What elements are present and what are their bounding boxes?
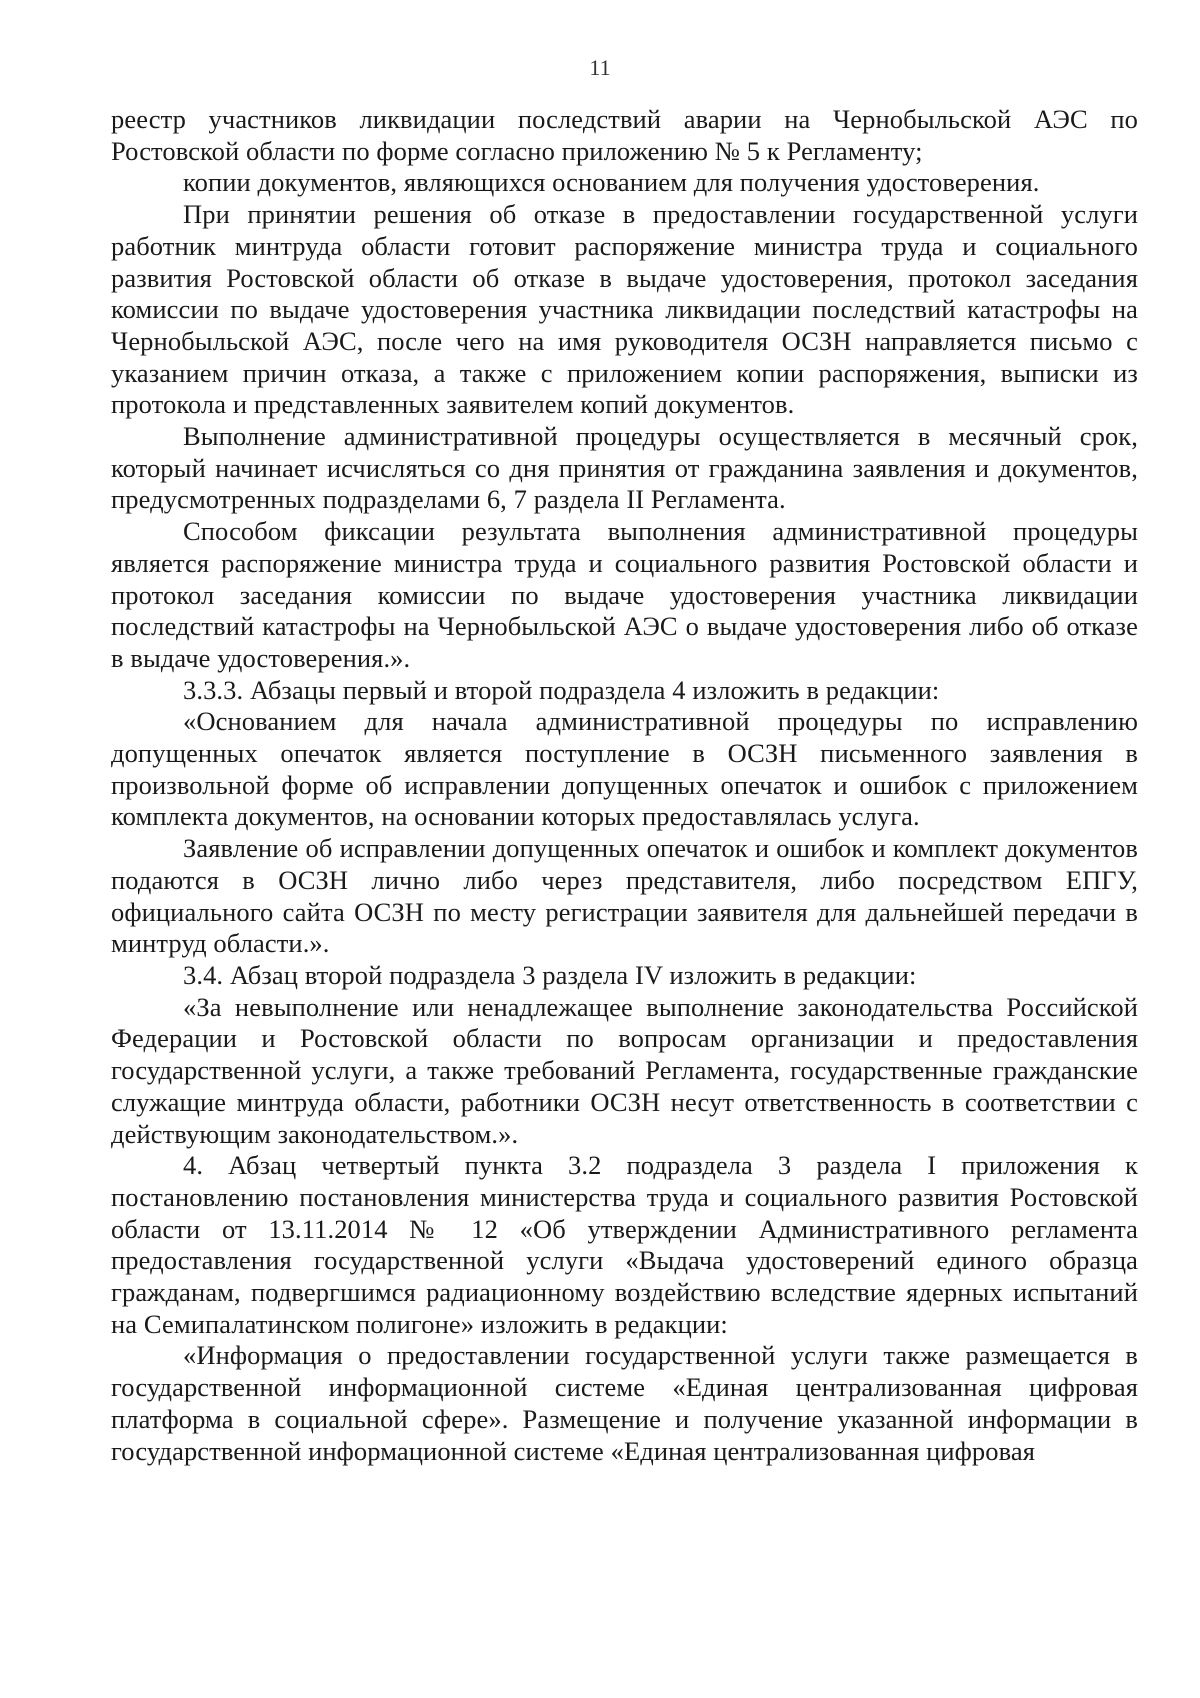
paragraph-section-3-4: 3.4. Абзац второй подраздела 3 раздела IV изложить в редакции: [183,959,917,990]
paragraph-registry-item: реестр участников ликвидации последствий аварии на Чернобыльской АЭС по Ростовской области по форме согласно приложению № 5 к Регламенту; [111,104,1138,166]
paragraph-section-4: 4. Абзац четвертый пункта 3.2 подраздела 3 раздела I приложения к постановлению постановления министерства труда и социального развития Ростовской области от 13.11.2014 № 12 «Об утверждении Административного регламента предоставления государственной услуги «Выдача удостоверений единого образца гражданам, подвергшимся радиационному воздействию вследствие ядерных испытаний на Семипалатинском полигоне» изложить в редакции: [111,1150,1138,1339]
paragraph-document-copies-item: копии документов, являющихся основанием для получения удостоверения. [183,167,1040,198]
paragraph-result-fixation: Способом фиксации результата выполнения административной процедуры является распоряжение министра труда и социального развития Ростовской области и протокол заседания комиссии по выдаче удостоверения участника ликвидации последствий катастрофы на Чернобыльской АЭС о выдаче удостоверения либо об отказе в выдаче удостоверения.». [111,516,1138,673]
paragraph-refusal-decision: При принятии решения об отказе в предоставлении государственной услуги работник минтруда области готовит распоряжение министра труда и социального развития Ростовской области об отказе в выдаче удостоверения, протокол заседания комиссии по выдаче удостоверения участника ликвидации последствий катастрофы на Чернобыльской АЭС, после чего на имя руководителя ОСЗН направляется письмо с указанием причин отказа, а также с приложением копии распоряжения, выписки из протокола и представленных заявителем копий документов. [111,199,1138,420]
document-body [111,104,1138,1467]
paragraph-section-3-3-3: 3.3.3. Абзацы первый и второй подраздела 4 изложить в редакции: [183,674,940,705]
paragraph-procedure-term: Выполнение административной процедуры осуществляется в месячный срок, который начинает исчисляться со дня принятия от гражданина заявления и документов, предусмотренных подразделами 6, 7 раздела II Регламента. [111,421,1138,515]
paragraph-typo-correction-basis: «Основанием для начала административной процедуры по исправлению допущенных опечаток является поступление в ОСЗН письменного заявления в произвольной форме об исправлении допущенных опечаток и ошибок с приложением комплекта документов, на основании которых предоставлялась услуга. [111,706,1138,832]
paragraph-typo-correction-submission: Заявление об исправлении допущенных опечаток и ошибок и комплект документов подаются в ОСЗН лично либо через представителя, либо посредством ЕПГУ, официального сайта ОСЗН по месту регистрации заявителя для дальнейшей передачи в минтруд области.». [111,833,1138,959]
paragraph-responsibility: «За невыполнение или ненадлежащее выполнение законодательства Российской Федерации и Ростовской области по вопросам организации и предоставления государственной услуги, а также требований Регламента, государственные гражданские служащие минтруда области, работники ОСЗН несут ответственность в соответствии с действующим законодательством.». [111,991,1138,1149]
paragraph-information-placement: «Информация о предоставлении государственной услуги также размещается в государственной информационной системе «Единая централизованная цифровая платформа в социальной сфере». Размещение и получение указанной информации в государственной информационной системе «Единая централизованная цифровая [111,1340,1138,1466]
page-number: 11 [589,55,611,80]
